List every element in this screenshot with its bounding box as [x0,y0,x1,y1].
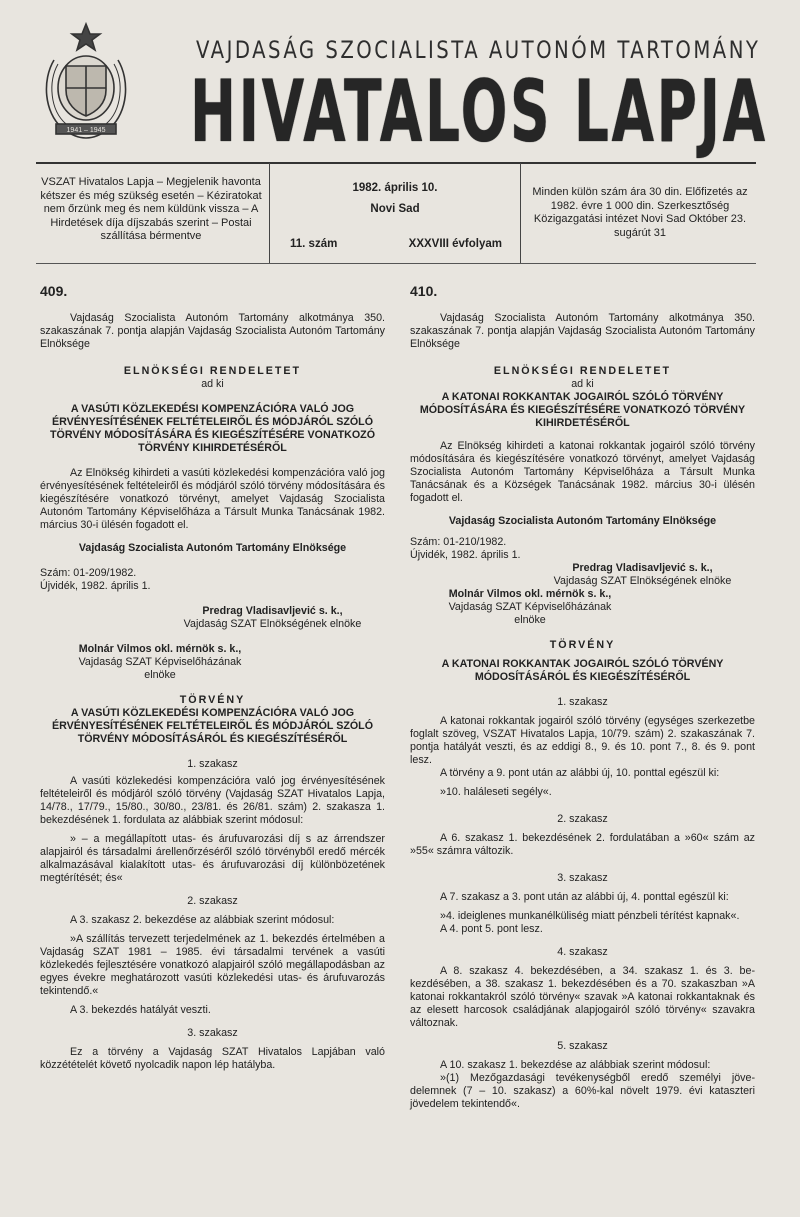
preamble: Vajdaság Szocialista Autonóm Tartomány alkotmánya 350. szakaszának 7. pontja alapján Vajdaság Szocialista Autonóm Tartomány Elnöksége [40,312,385,350]
law-heading: TÖRVÉNY [549,639,616,651]
decree-heading: ELNÖKSÉGI RENDELETET [493,365,672,377]
section-text: A törvény a 9. pont után az alábbi új, 10. ponttal egészül ki: [440,767,720,779]
section-heading: 1. szakasz [187,758,238,770]
article-409 [40,285,385,1072]
section-quote: »10. haláleseti segély«. [440,786,552,798]
decree-adki: ad ki [201,378,224,390]
authority: Vajdaság Szocialista Autonóm Tartomány Elnöksége [448,515,717,527]
decree-title: A VASÚTI KÖZLEKEDÉSI KOMPENZÁCIÓRA VALÓ JOG ÉRVÉNYESÍTÉSÉNEK FELTÉTELEIRŐL ÉS MÓDJÁRÓL SZÓLÓ TÖRVÉNY MÓDOSÍTÁSÁRA ÉS KIEGÉSZÍTÉSÉRE VONATKOZÓ TÖRVÉNY KIHIRDETÉSÉRŐL [49,403,376,454]
section-text: Ez a törvény a Vajdaság SZAT Hivatalos Lapjában való közzétételét követő nyolcadik napon lép hatályba. [40,1046,385,1071]
section-text: A 3. szakasz 2. bekezdése az alábbiak szerint módosul: [70,914,335,926]
price-info: Minden külön szám ára 30 din. Előfizetés az 1982. évre 1 000 din. Szerkesztőség Közigazgatási intézet Novi Sad Október 23. sugárút 31 [532,186,748,239]
masthead-supertitle: VAJDASÁG SZOCIALISTA AUTONÓM TARTOMÁNY [196,36,761,64]
section-text: A 8. szakasz 4. bekezdésében, a 34. szakasz 1. és 3. bekezdésében, a 38. szakasz 1. bekezdésében és a 70. szakaszban »A katonai rokkantakról szóló törvény« szavak »A katonai rokkantaknak és az elesett harcosok családjának alapjogairól szóló törvény« szavakra változnak. [410,965,755,1029]
masthead-title: HIVATALOS LAPJA [190,62,768,162]
issue-number: 11. szám [290,238,338,250]
masthead [0,0,800,160]
issue-volume: XXXVIII évfolyam [408,238,502,250]
decree-body: Az Elnökség kihirdeti a vasúti közlekedési kompenzációra való jog érvényesítésének feltételeiről és módjáról szóló törvény módosítására és kiegészítésére vonatkozó törvényt, amelyet Vajdaság Szocialista Autonóm Tartomány Képviselőháza a Társult Munka Tanácsának 1982. március 30-i ülésén fogadott el. [40,467,385,531]
preamble: Vajdaság Szocialista Autonóm Tartomány alkotmánya 350. szakaszának 7. pontja alapján Vajdaság Szocialista Autonóm Tartomány Elnöksége [410,312,755,350]
header-rule-bottom [36,263,756,264]
article-number: 410. [410,283,438,299]
section-text: A 10. szakasz 1. bekezdése az alábbiak szerint módosul: [440,1059,711,1071]
reference-number: Szám: 01-210/1982. [410,536,507,548]
signature-name: Predrag Vladisavljević s. k., [202,605,343,617]
signature-name: Predrag Vladisavljević s. k., [572,562,713,574]
signature-name: Molnár Vilmos okl. mérnök s. k., [78,643,242,655]
decree-title: A KATONAI ROKKANTAK JOGAIRÓL SZÓLÓ TÖRVÉNY MÓDOSÍTÁSÁRA ÉS KIEGÉSZÍTÉSÉRE VONATKOZÓ TÖRVÉNY KIHIRDETÉSÉRŐL [419,391,746,429]
signature-role: Vajdaság SZAT Képviselőházának [78,656,242,668]
section-quote: »(1) Mezőgazdasági tevékenységből eredő személyi jövedelemnek (7 – 10. szakasz) a 60%-kal növelt 1979. évi kataszteri jövedelem tekintendő«. [410,1072,755,1110]
section-heading: 1. szakasz [557,696,608,708]
law-title: A KATONAI ROKKANTAK JOGAIRÓL SZÓLÓ TÖRVÉNY MÓDOSÍTÁSÁRÓL ÉS KIEGÉSZÍTÉSÉRŐL [441,658,724,683]
issue-date: 1982. április 10. [352,182,438,194]
header-rule-top [36,162,756,164]
section-text: A 3. bekezdés hatályát veszti. [70,1004,211,1016]
decree-heading: ELNÖKSÉGI RENDELETET [123,365,302,377]
section-text: A 6. szakasz 1. bekezdésének 2. fordulatában a »60« szám az »55« számra változik. [410,832,755,857]
section-text: A katonai rokkantak jogairól szóló törvény (egységes szerkezetbe foglalt szöveg, VSZAT Hivatalos Lapja, 10/79. szám) 2. szakaszának 7. pontja hatályát veszti, és az eddigi 8., 9. és 10. pont 7., 8. és 9. pont lesz. [410,715,755,766]
section-text: A 7. szakasz a 3. pont után az alábbi új, 4. ponttal egészül ki: [440,891,729,903]
city-date: Újvidék, 1982. április 1. [40,580,151,592]
info-divider [269,163,270,263]
authority: Vajdaság Szocialista Autonóm Tartomány Elnöksége [78,542,347,554]
article-410 [410,285,755,1111]
law-title: A VASÚTI KÖZLEKEDÉSI KOMPENZÁCIÓRA VALÓ JOG ÉRVÉNYESÍTÉSÉNEK FELTÉTELEIRŐL ÉS MÓDJÁRÓL SZÓLÓ TÖRVÉNY MÓDOSÍTÁSÁRÓL ÉS KIEGÉSZÍTÉSÉRŐL [51,707,374,745]
law-heading: TÖRVÉNY [179,694,246,706]
section-heading: 3. szakasz [187,1027,238,1039]
signature-role: elnöke [144,669,176,681]
issue-info [272,176,518,262]
section-heading: 2. szakasz [187,895,238,907]
signature-assembly [410,588,650,627]
decree-body: Az Elnökség kihirdeti a katonai rokkantak jogairól szóló törvény módosítására és kiegészítésére vonatkozó törvényt, amelyet Vajdaság Szocialista Autonóm Tartomány Képviselőháza a Társult Munka Tanácsának és a Községek Tanácsának 1982. március 30-i ülésén fogadott el. [410,440,755,504]
section-heading: 4. szakasz [557,946,608,958]
signature-president [530,562,755,588]
coat-of-arms-icon [36,20,136,148]
article-number: 409. [40,283,68,299]
issue-place: Novi Sad [370,203,420,215]
signature-president [160,605,385,631]
signature-role: Vajdaság SZAT Képviselőházának [448,601,612,613]
publication-info: VSZAT Hivatalos Lapja – Megjelenik havonta kétszer és még szükség esetén – Kéziratokat nem őrzünk meg és nem küldünk vissza – A Hirdetések díja díjszabás szerint – Postai szállítása bérmentve [40,176,262,242]
decree-adki: ad ki [571,378,594,390]
section-quote: »A szállítás tervezett terjedelmének az 1. bekezdés értelmében a Vajdaság SZAT 1981 – 1985. évi társadalmi tervének a vasúti közlekedés fejlesztésére vonatkozó alapjairól szóló megállapodásban az egyes évekre meghatározott vasúti közlekedési utas- és árufuvarozás tekintendő.« [40,933,385,997]
signature-role: Vajdaság SZAT Elnökségének elnöke [183,618,362,630]
signature-name: Molnár Vilmos okl. mérnök s. k., [448,588,612,600]
section-text: A 4. pont 5. pont lesz. [440,923,543,935]
city-date: Újvidék, 1982. április 1. [410,549,521,561]
section-heading: 2. szakasz [557,813,608,825]
section-text: A vasúti közlekedési kompenzációra való jog érvényesítésének feltételeiről és módjáról szóló törvény (Vajdaság SZAT Hivatalos Lapja, 14/78., 17/79., 15/80., 30/80., 23/81. és 26/81. szám) 2. szakasza 1. bekezdésének 1. fordulata az alábbiak szerint módosul: [40,775,385,826]
signature-role: elnöke [514,614,546,626]
emblem-years: 1941 – 1945 [66,127,106,134]
section-quote: » – a megállapított utas- és árufuvarozási díj s az árrendszer alapjairól és társadalmi árellenőrzéséről szóló törvényből eredő mércék alkalmazásával kialakított utas- és árufuvarozási díj különbözetének megtérítését; és« [40,833,385,884]
reference-number: Szám: 01-209/1982. [40,567,137,579]
signature-role: Vajdaság SZAT Elnökségének elnöke [553,575,732,587]
section-heading: 5. szakasz [557,1040,608,1052]
section-heading: 3. szakasz [557,872,608,884]
section-quote: »4. ideiglenes munkanélküliség miatt pénzbeli térítést kapnak«. [440,910,740,922]
info-divider [520,163,521,263]
signature-assembly [40,643,280,682]
